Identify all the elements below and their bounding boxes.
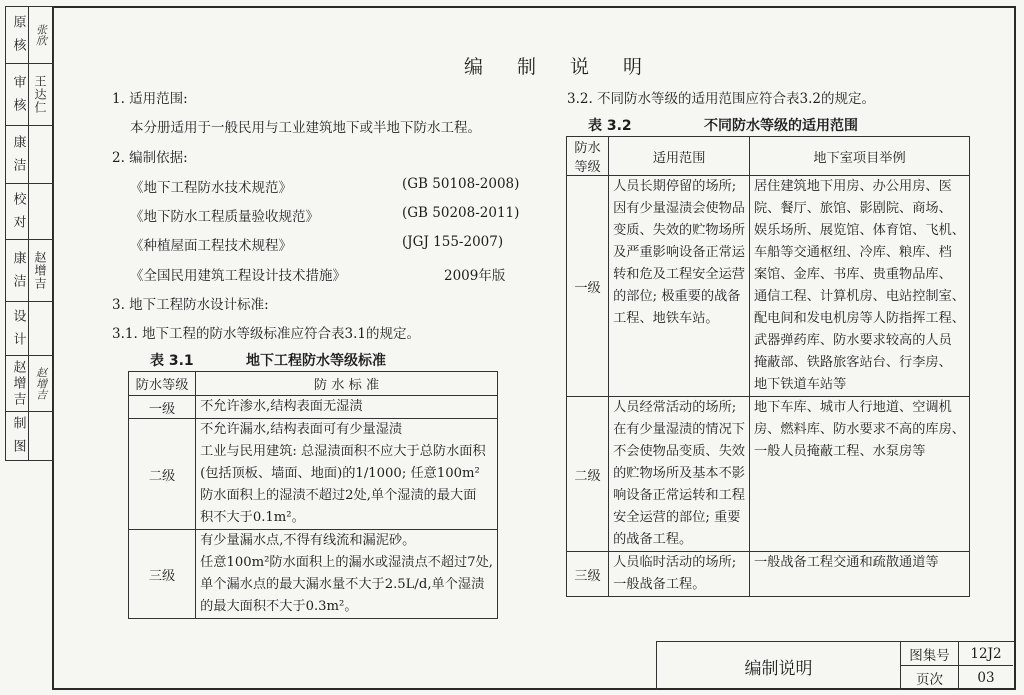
- review-row: [6, 64, 53, 126]
- section-3-2: 3.2. 不同防水等级的适用范围应符合表3.2的规定。: [567, 91, 876, 107]
- level-cell: 二级: [129, 419, 196, 530]
- cell-line: 居住建筑地下用房、办公用房、医: [754, 179, 952, 194]
- reference-name: 《地下防水工程质量验收规范》: [130, 209, 319, 225]
- reference-name: 《全国民用建筑工程设计技术措施》: [130, 268, 346, 284]
- cell-line: 一般人员掩蔽工程、水泵房等: [754, 444, 926, 459]
- review-label: 校 对: [10, 191, 26, 232]
- cell-line: 单个漏水点的最大漏水量不大于2.5L/d,单个湿渍: [200, 577, 485, 592]
- table-3-1-number: 表 3.1: [150, 353, 194, 369]
- title-block: [656, 641, 1014, 689]
- table-3-2-title: 不同防水等级的适用范围: [704, 118, 858, 134]
- cell-line: 人员临时活动的场所;: [613, 555, 737, 570]
- review-label: 审 核: [10, 74, 26, 115]
- cell-line: 人员长期停留的场所;: [613, 179, 737, 194]
- reference-code: (GB 50208-2011): [402, 205, 520, 221]
- review-name: 赵增吉: [33, 251, 47, 290]
- cell-line: 的部位; 极重要的战备: [613, 289, 741, 304]
- cell-line: 车船等交通枢纽、冷库、粮库、档: [754, 245, 952, 260]
- review-label: 康 洁: [10, 250, 26, 291]
- page-number-value: 03: [977, 670, 995, 686]
- reference-name: 《种植屋面工程技术规程》: [130, 238, 292, 254]
- cell-line: 任意100m²防水面积上的漏水或湿渍点不超过7处,: [200, 555, 493, 570]
- reference-name: 《地下工程防水技术规范》: [130, 180, 292, 196]
- table-header: 防水等级: [567, 137, 609, 176]
- cell-line: (包括顶板、墙面、地面)的1/1000; 任意100m²: [200, 466, 480, 481]
- table-3-1-title: 地下工程防水等级标准: [246, 353, 386, 369]
- section-2-heading: 2. 编制依据:: [112, 150, 188, 166]
- level-cell: 一级: [129, 396, 196, 419]
- cell-line: 积不大于0.1m²。: [200, 510, 305, 525]
- reference-code: 2009年版: [444, 268, 506, 284]
- section-1-body: 本分册适用于一般民用与工业建筑地下或半地下防水工程。: [130, 120, 481, 136]
- cell-line: 在有少量湿渍的情况下: [613, 422, 745, 437]
- standard-cell: [196, 419, 498, 530]
- review-label: 原 核: [10, 15, 26, 55]
- cell-line: 响设备正常运转和工程: [613, 488, 745, 503]
- page-number-label: 页次: [901, 666, 959, 690]
- cell-line: 案馆、金库、书库、贵重物品库、: [754, 267, 952, 282]
- page-title: 编制说明: [463, 56, 676, 78]
- reference-code: (GB 50108-2008): [402, 176, 520, 192]
- table-3-2: [566, 136, 970, 597]
- cell-line: 工业与民用建筑: 总湿渍面积不应大于总防水面积: [200, 444, 486, 459]
- cell-line: 变质、失效的贮物场所: [613, 223, 745, 238]
- table-row: [567, 176, 970, 397]
- table-header: 地下室项目举例: [750, 137, 970, 176]
- standard-cell: [196, 396, 498, 419]
- cell-line: 通信工程、计算机房、电站控制室、: [754, 289, 965, 304]
- title-block-name: 编制说明: [657, 642, 901, 690]
- example-cell: [750, 176, 970, 397]
- cell-line: 防水面积上的湿渍不超过2处,单个湿渍的最大面: [200, 488, 477, 503]
- table-3-1: [128, 371, 498, 619]
- review-column: [5, 6, 54, 461]
- review-row: [6, 126, 53, 184]
- level-cell: 三级: [567, 552, 609, 597]
- cell-line: 的贮物场所及基本不影: [613, 466, 745, 481]
- scope-cell: [609, 397, 750, 552]
- atlas-number-label: 图集号: [901, 642, 959, 666]
- level-cell: 三级: [129, 530, 196, 619]
- review-label: 设 计: [10, 308, 26, 349]
- cell-line: 配电间和发电机房等人防指挥工程、: [754, 311, 965, 326]
- cell-line: 的最大面积不大于0.3m²。: [200, 599, 358, 614]
- review-signature: 赵增吉: [34, 367, 48, 400]
- section-1-heading: 1. 适用范围:: [112, 91, 188, 107]
- example-cell: [750, 397, 970, 552]
- review-row: [6, 184, 53, 240]
- table-row: [129, 419, 498, 530]
- cell-line: 安全运营的部位; 重要: [613, 510, 741, 525]
- table-row: [567, 552, 970, 597]
- cell-line: 一般战备工程。: [613, 577, 706, 592]
- cell-line: 一般战备工程交通和疏散通道等: [754, 555, 939, 570]
- review-label: 康 洁: [10, 134, 26, 175]
- reference-code: (JGJ 155-2007): [402, 234, 504, 250]
- cell-line: 工程、地铁车站。: [613, 311, 719, 326]
- review-label: 赵增吉: [10, 359, 26, 408]
- review-signature: 张欣: [34, 24, 48, 46]
- level-cell: 一级: [567, 176, 609, 397]
- review-row: [6, 240, 53, 302]
- review-row: [6, 7, 53, 64]
- cell-line: 娱乐场所、展览馆、体育馆、飞机、: [754, 223, 965, 238]
- cell-line: 房、燃料库、防水要求不高的库房、: [754, 422, 965, 437]
- table-row: [129, 396, 498, 419]
- example-cell: [750, 552, 970, 597]
- section-3-heading: 3. 地下工程防水设计标准:: [112, 297, 269, 313]
- section-3-1: 3.1. 地下工程的防水等级标准应符合表3.1的规定。: [112, 326, 421, 342]
- cell-line: 不允许渗水,结构表面无湿渍: [200, 399, 363, 414]
- table-row: [567, 397, 970, 552]
- table-header: 防 水 标 准: [196, 372, 498, 396]
- scope-cell: [609, 552, 750, 597]
- cell-line: 院、餐厅、旅馆、影剧院、商场、: [754, 201, 952, 216]
- standard-cell: [196, 530, 498, 619]
- cell-line: 及严重影响设备正常运: [613, 245, 745, 260]
- cell-line: 不允许漏水,结构表面可有少量湿渍: [200, 422, 403, 437]
- cell-line: 人员经常活动的场所;: [613, 400, 737, 415]
- review-label: 制 图: [10, 416, 26, 456]
- cell-line: 武器弹药库、防水要求较高的人员: [754, 333, 952, 348]
- cell-line: 地下车库、城市人行地道、空调机: [754, 400, 952, 415]
- cell-line: 有少量漏水点,不得有线流和漏泥砂。: [200, 533, 416, 548]
- cell-line: 转和危及工程安全运营: [613, 267, 745, 282]
- table-header: 防水等级: [129, 372, 196, 396]
- level-cell: 二级: [567, 397, 609, 552]
- review-row: [6, 356, 53, 412]
- cell-line: 因有少量湿渍会使物品: [613, 201, 745, 216]
- table-3-2-number: 表 3.2: [588, 118, 632, 134]
- table-header: 适用范围: [609, 137, 750, 176]
- cell-line: 地下铁道车站等: [754, 377, 847, 392]
- review-row: [6, 412, 53, 460]
- cell-line: 不会使物品变质、失效: [613, 444, 745, 459]
- cell-line: 掩蔽部、铁路旅客站台、行李房、: [754, 355, 952, 370]
- cell-line: 的战备工程。: [613, 532, 693, 547]
- review-name: 王达仁: [33, 75, 47, 114]
- review-row: [6, 302, 53, 356]
- table-row: [129, 530, 498, 619]
- scope-cell: [609, 176, 750, 397]
- atlas-number-value: 12J2: [959, 642, 1013, 666]
